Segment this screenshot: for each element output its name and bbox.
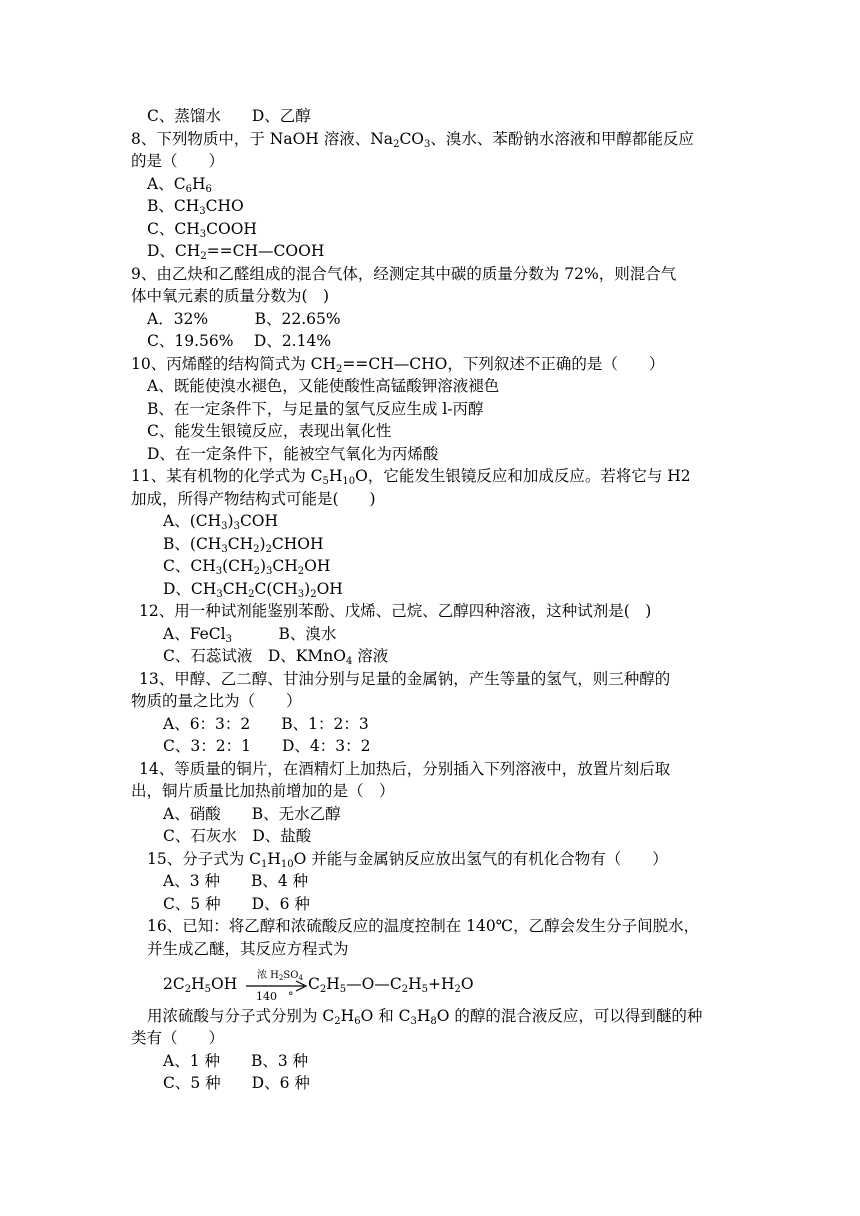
text-line: 并生成乙醚，其反应方程式为 xyxy=(147,940,349,958)
text-line: C、石蕊试液 D、KMnO$_4$ 溶液 xyxy=(163,647,389,667)
text-line: C、5 种 D、6 种 xyxy=(163,895,310,913)
text-line: C、19.56% D、2.14% xyxy=(147,332,332,350)
text-line: D、$CH_2==CH—COOH$ xyxy=(147,242,325,262)
text-line: C、$CH_3(CH_2)_3CH_2OH$ xyxy=(163,557,331,577)
text-line: B、$CH_3CHO$ xyxy=(147,197,244,217)
text-line: 加成，所得产物结构式可能是( ) xyxy=(131,490,376,508)
text-line: 用浓硫酸与分子式分别为 $C_2H_6O$ 和 $C_3H_8O$ 的醇的混合液反应，可以得到醚的种 xyxy=(147,1007,703,1027)
text-line: C、$CH_3COOH$ xyxy=(147,220,257,240)
text-line: B、$(CH_3CH_2)_2CHOH$ xyxy=(163,535,324,555)
text-line: C、石灰水 D、盐酸 xyxy=(163,827,312,845)
text-line: B、在一定条件下，与足量的氢气反应生成 l-丙醇 xyxy=(147,400,484,418)
text-line: 10、丙烯醛的结构简式为 $CH_2==CH—CHO$，下列叙述不正确的是（ ） xyxy=(131,355,665,375)
text-line: 9、由乙炔和乙醛组成的混合气体，经测定其中碳的质量分数为 72%，则混合气 xyxy=(131,265,677,283)
equation-condition-temperature: 140 ° xyxy=(256,990,294,1003)
text-line: 16、已知：将乙醇和浓硫酸反应的温度控制在 140℃，乙醇会发生分子间脱水， xyxy=(147,917,700,935)
text-line: A、$(CH_3)_3COH$ xyxy=(163,512,279,532)
text-line: C、蒸馏水 D、乙醇 xyxy=(147,107,311,125)
text-line: A、$C_6H_6$ xyxy=(147,175,212,195)
text-line: 的是（ ） xyxy=(131,152,225,170)
text-line: 出，铜片质量比加热前增加的是（ ） xyxy=(131,782,395,800)
text-line: A、既能使溴水褪色，又能使酸性高锰酸钾溶液褪色 xyxy=(147,377,500,395)
text-line: A、1 种 B、3 种 xyxy=(163,1052,309,1070)
text-line: A．32% B、22.65% xyxy=(147,310,341,328)
text-line: 15、分子式为 $C_1H_{10}O$ 并能与金属钠反应放出氢气的有机化合物有（ ） xyxy=(147,850,668,870)
text-line: 11、某有机物的化学式为 $C_5H_{10}O$，它能发生银镜反应和加成反应。若将它与 H2 xyxy=(131,467,691,487)
text-line: D、在一定条件下，能被空气氧化为丙烯酸 xyxy=(147,445,439,463)
text-line: 体中氧元素的质量分数为( ) xyxy=(131,287,330,305)
text-line: C、能发生银镜反应，表现出氧化性 xyxy=(147,422,392,440)
text-line: 8、下列物质中，于 NaOH 溶液、$Na_2CO_3$、溴水、苯酚钠水溶液和甲醇都能反应 xyxy=(131,130,694,150)
equation-reactant: $2C_2H_5OH$ xyxy=(163,975,238,995)
equation-products: $C_2H_5—O—C_2H_5+H_2O$ xyxy=(308,975,474,995)
text-line: A、6：3：2 B、1：2：3 xyxy=(163,715,369,733)
text-line: 类有（ ） xyxy=(131,1029,225,1047)
text-line: C、3：2：1 D、4：3：2 xyxy=(163,737,371,755)
text-line: 13、甲醇、乙二醇、甘油分别与足量的金属钠，产生等量的氢气，则三种醇的 xyxy=(139,670,671,688)
text-line: A、FeCl$_3$ B、溴水 xyxy=(163,625,337,645)
text-line: C、5 种 D、6 种 xyxy=(163,1074,310,1092)
text-line: A、硝酸 B、无水乙醇 xyxy=(163,805,341,823)
text-line: 12、用一种试剂能鉴别苯酚、戊烯、己烷、乙醇四种溶液，这种试剂是( ) xyxy=(139,602,652,620)
text-line: 物质的量之比为（ ） xyxy=(131,692,302,710)
equation-condition-reagent: 浓 $H_2SO_4$ xyxy=(257,970,303,982)
text-line: D、$CH_3CH_2C(CH_3)_2OH$ xyxy=(163,580,343,600)
text-line: A、3 种 B、4 种 xyxy=(163,872,309,890)
text-line: 14、等质量的铜片，在酒精灯上加热后，分别插入下列溶液中，放置片刻后取 xyxy=(139,760,671,778)
